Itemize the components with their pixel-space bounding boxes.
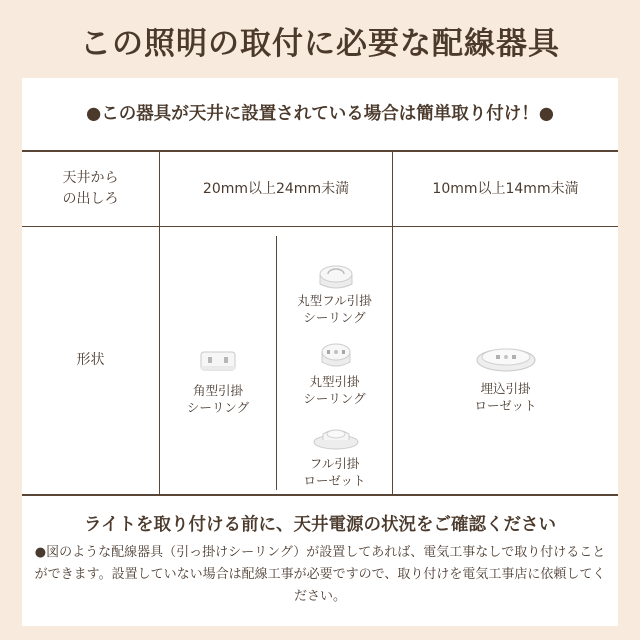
embedded-rosette-icon bbox=[474, 344, 538, 374]
row-header-shape: 形状 bbox=[76, 352, 105, 368]
round-ceiling-icon bbox=[316, 340, 356, 374]
note-text: ●図のような配線器具（引っ掛けシーリング）が設置してあれば、電気工事なしで取り付けることができます。設置していない場合は配線工事が必要ですので、取り付けを電気工事店に依頼してください。 bbox=[34, 545, 606, 604]
label-round-ceiling: 丸型引掛 シーリング bbox=[303, 374, 366, 406]
round-full-ceiling-icon bbox=[314, 260, 358, 294]
col-header-20-24mm: 20mm以上24mm未満 bbox=[202, 180, 350, 197]
row-header-projection: 天井から の出しろ bbox=[62, 170, 119, 207]
info-card bbox=[22, 78, 618, 626]
label-embedded-rosette: 埋込引掛 ローゼット bbox=[474, 381, 537, 413]
label-full-rosette: フル引掛 ローゼット bbox=[303, 456, 366, 488]
label-round-full-ceiling: 丸型フル引掛 シーリング bbox=[297, 293, 372, 325]
full-rosette-icon bbox=[311, 422, 361, 452]
subtitle: ●この器具が天井に設置されている場合は簡単取り付け！● bbox=[85, 104, 555, 124]
table-subcol-divider bbox=[276, 236, 277, 490]
label-square-ceiling: 角型引掛 シーリング bbox=[186, 383, 250, 415]
square-ceiling-icon bbox=[198, 348, 238, 374]
notice-heading: ライトを取り付ける前に、天井電源の状況をご確認ください bbox=[84, 515, 556, 535]
col-header-10-14mm: 10mm以上14mm未満 bbox=[432, 180, 579, 197]
page-title: この照明の取付に必要な配線器具 bbox=[80, 26, 560, 62]
table-bottom-rule bbox=[22, 494, 618, 496]
